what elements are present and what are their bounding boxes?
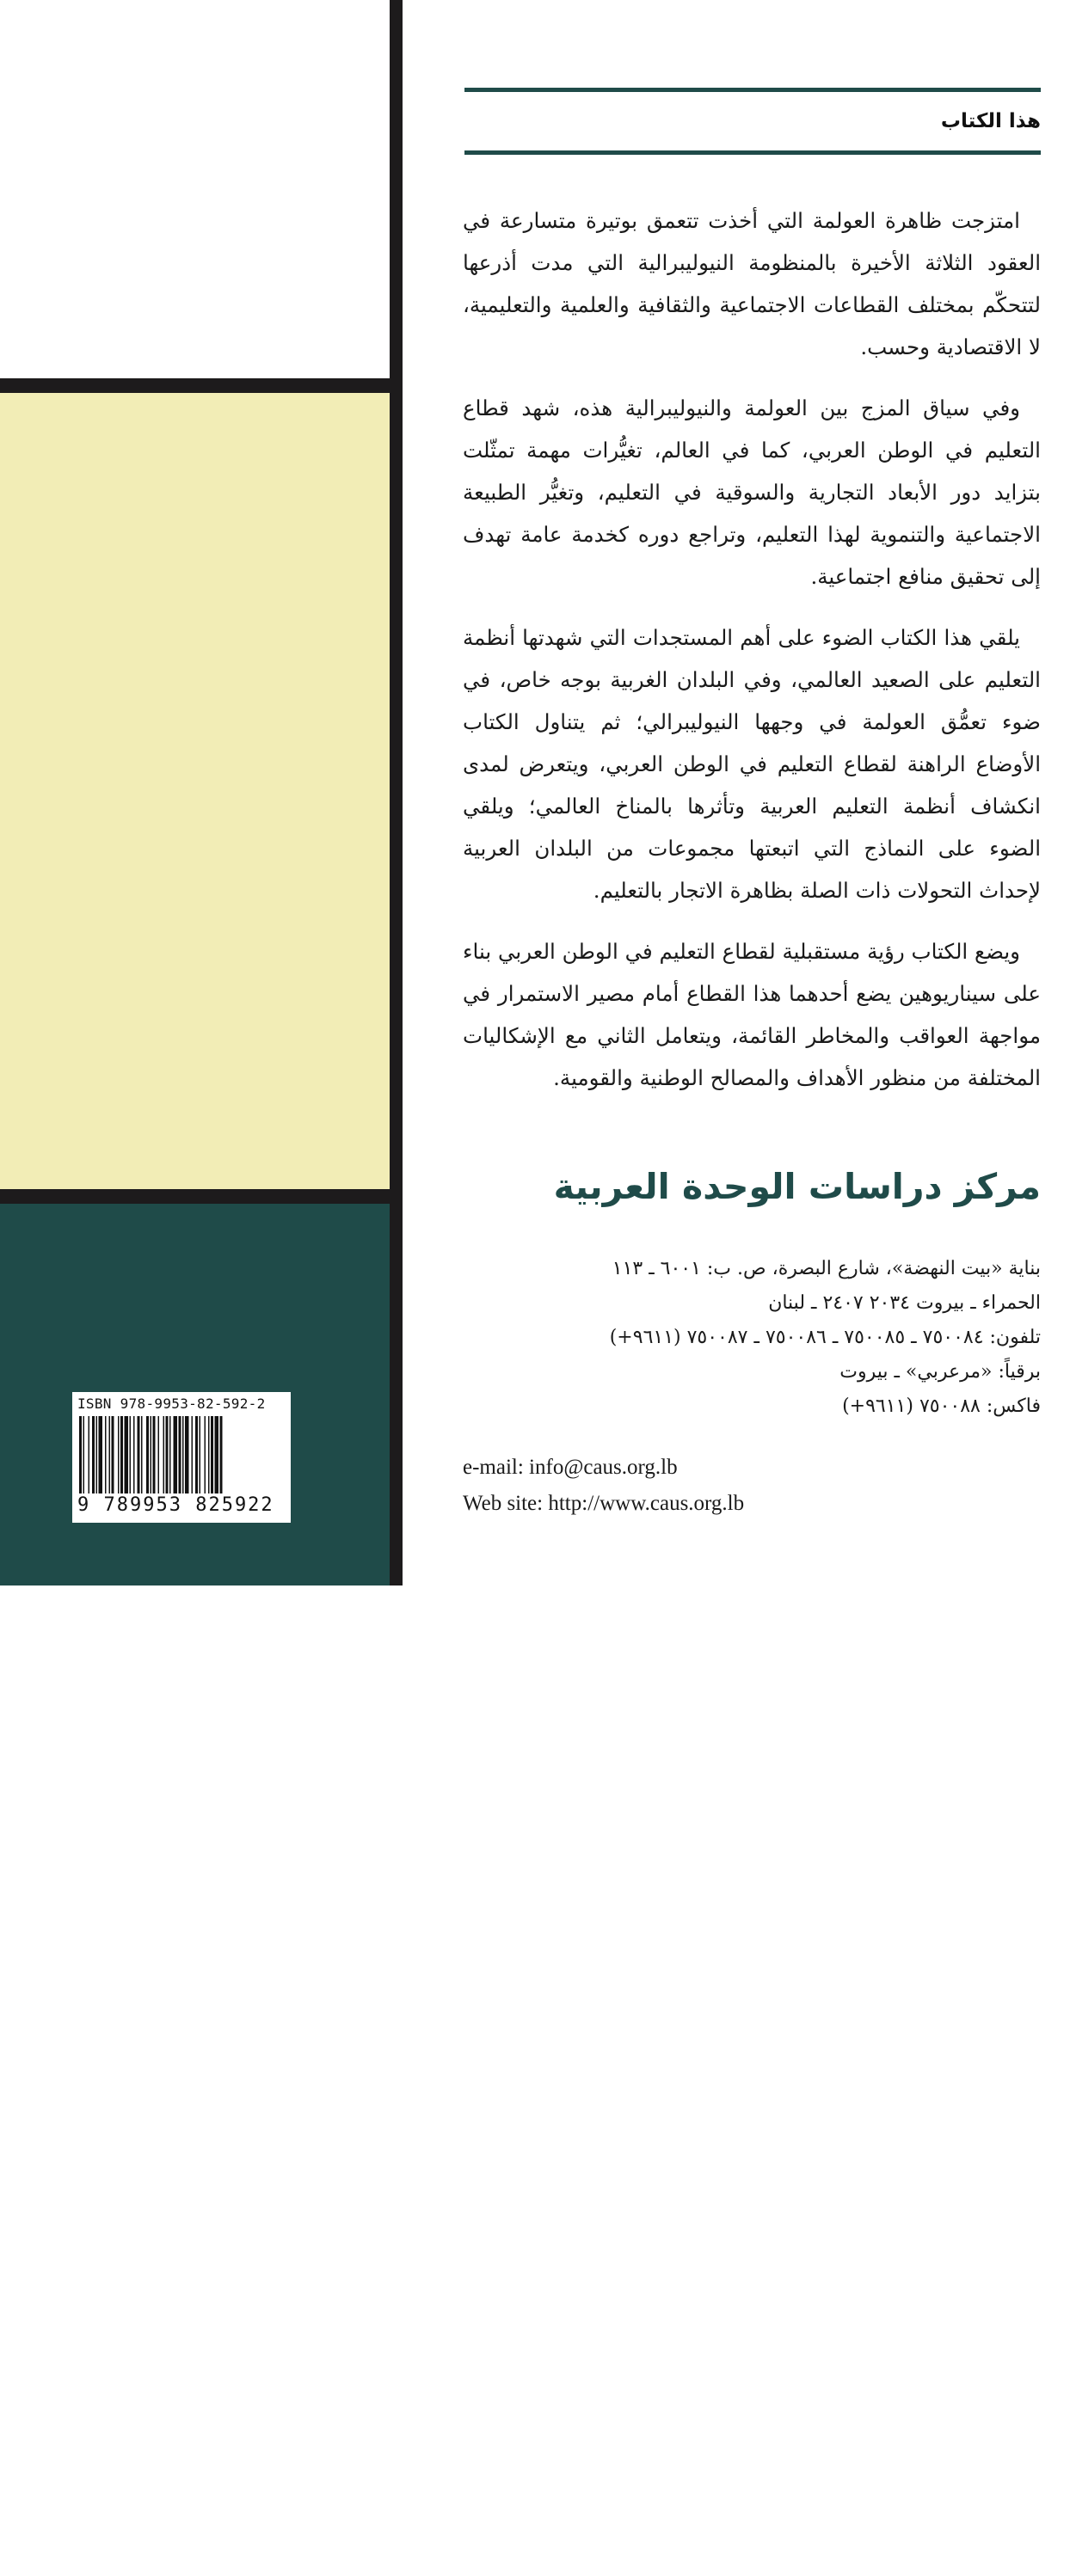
email-line[interactable]: e-mail: info@caus.org.lb [463, 1456, 678, 1479]
barcode-bars [77, 1416, 286, 1493]
price-value: ١٥ دولاراً [96, 2496, 191, 2521]
publisher-name: مركز دراسات الوحدة العربية [553, 1166, 1041, 1207]
address-line-2: الحمراء ـ بيروت ٢٠٣٤ ٢٤٠٧ ـ لبنان [768, 1292, 1041, 1314]
price-equivalent: أو ما يعادلها [144, 2541, 271, 2566]
web-contact [463, 1450, 1041, 1522]
cover-white-block [0, 0, 390, 378]
book-description [463, 199, 1041, 1118]
telegram-line: برقياً: «مرعربي» ـ بيروت [839, 1361, 1041, 1383]
paragraph-2: وفي سياق المزج بين العولمة والنيوليبرالية هذه، شهد قطاع التعليم في الوطن العربي، كما في العالم، تغيُّرات مهمة تمثّلت بتزايد دور الأبعاد التجارية والسوقية في التعليم، وتغيُّر الطبيعة الاجتماعية والتنموية لهذا التعليم، وتراجع دوره كخدمة عامة تهدف إلى تحقيق منافع اجتماعية. [463, 396, 1041, 589]
isbn-label: ISBN 978-9953-82-592-2 [77, 1395, 266, 1412]
top-rule [464, 88, 1041, 92]
address-line-1: بناية «بيت النهضة»، شارع البصرة، ص. ب: ٦٠٠١ ـ ١١٣ [612, 1258, 1041, 1279]
cover-yellow-block [0, 393, 390, 1189]
website-line[interactable]: Web site: http://www.caus.org.lb [463, 1492, 745, 1515]
section-title: هذا الكتاب [940, 110, 1041, 132]
price-label: الثمن: [204, 2496, 271, 2521]
paragraph-4: ويضع الكتاب رؤية مستقبلية لقطاع التعليم في الوطن العربي بناء على سيناريوهين يضع أحدهما هذا القطاع أمام مصير الاستمرار في مواجهة العواقب والمخاطر القائمة، ويتعامل الثاني مع الإشكاليات المختلفة من منظور الأهداف والمصالح الوطنية والقومية. [463, 939, 1041, 1090]
left-panel [0, 0, 403, 2566]
barcode [72, 1392, 291, 1523]
fax-line: فاكس: ٧٥٠٠٨٨ (٩٦١١+) [842, 1395, 1041, 1417]
price-block [65, 2487, 271, 2576]
paragraph-3: يلقي هذا الكتاب الضوء على أهم المستجدات التي شهدتها أنظمة التعليم على الصعيد العالمي، وفي البلدان الغربية بوجه خاص، في ضوء تعمُّق العولمة في وجهها النيوليبرالي؛ ثم يتناول الكتاب الأوضاع الراهنة لقطاع التعليم في الوطن العربي، ويتعرض لمدى انكشاف أنظمة التعليم العربية وتأثرها بالمناخ العالمي؛ ويلقي الضوء على النماذج التي اتبعتها مجموعات من البلدان العربية لإحداث التحولات ذات الصلة بظاهرة الاتجار بالتعليم. [463, 625, 1041, 903]
paragraph-1: امتزجت ظاهرة العولمة التي أخذت تتعمق بوتيرة متسارعة في العقود الثلاثة الأخيرة بالمنظومة النيوليبرالية التي مدت أذرعها لتتحكّم بمختلف القطاعات الاجتماعية والثقافية والعلمية والتعليمية، لا الاقتصادية وحسب. [463, 208, 1041, 359]
phone-line: تلفون: ٧٥٠٠٨٤ ـ ٧٥٠٠٨٥ ـ ٧٥٠٠٨٦ ـ ٧٥٠٠٨٧ (٩٦١١+) [609, 1327, 1041, 1348]
price-line [65, 2487, 271, 2531]
publisher-contact [463, 1252, 1041, 1424]
isbn-digits: 9 789953 825922 [77, 1494, 274, 1516]
title-rule [464, 150, 1041, 155]
